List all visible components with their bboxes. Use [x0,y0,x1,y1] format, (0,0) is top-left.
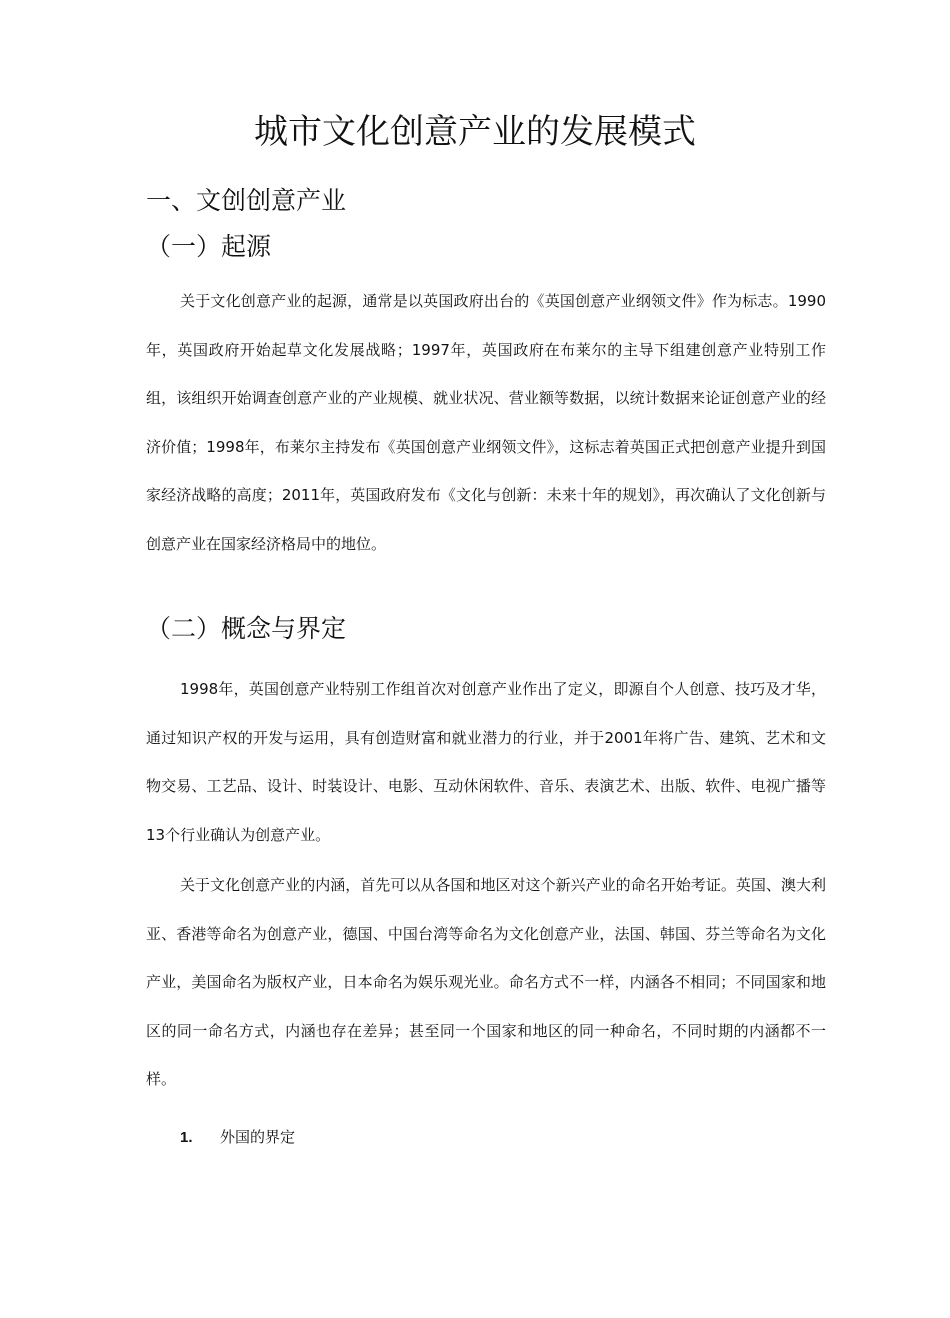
paragraph-concept-connotation: 关于文化创意产业的内涵，首先可以从各国和地区对这个新兴产业的命名开始考证。英国、澳大利亚、香港等命名为创意产业，德国、中国台湾等命名为文化创意产业，法国、韩国、芬兰等命名为文化产业，美国命名为版权产业，日本命名为娱乐观光业。命名方式不一样，内涵各不相同；不同国家和地区的同一命名方式，内涵也存在差异；甚至同一个国家和地区的同一种命名，不同时期的内涵都不一样。 [146,876,826,1089]
subsection-heading-origin: （一）起源 [146,232,272,261]
paragraph-origin: 关于文化创意产业的起源，通常是以英国政府出台的《英国创意产业纲领文件》作为标志。1990年，英国政府开始起草文化发展战略；1997年，英国政府在布莱尔的主导下组建创意产业特别工作组，该组织开始调查创意产业的产业规模、就业状况、营业额等数据，以统计数据来论证创意产业的经济价值；1998年，布莱尔主持发布《英国创意产业纲领文件》，这标志着英国正式把创意产业提升到国家经济战略的高度；2011年，英国政府发布《文化与创新：未来十年的规划》，再次确认了文化创新与创意产业在国家经济格局中的地位。 [146,292,826,553]
subsection-heading-concept: （二）概念与界定 [146,614,347,643]
list-item-number: 1. [180,1129,193,1146]
list-item [180,1122,295,1153]
paragraph-concept-definition: 1998年，英国创意产业特别工作组首次对创意产业作出了定义，即源自个人创意、技巧及才华，通过知识产权的开发与运用，具有创造财富和就业潜力的行业，并于2001年将广告、建筑、艺术和文物交易、工艺品、设计、时装设计、电影、互动休闲软件、音乐、表演艺术、出版、软件、电视广播等13个行业确认为创意产业。 [146,680,826,844]
list-item-text: 外国的界定 [220,1128,296,1146]
section-heading-1: 一、文创创意产业 [146,186,347,215]
document-title: 城市文化创意产业的发展模式 [254,112,696,152]
